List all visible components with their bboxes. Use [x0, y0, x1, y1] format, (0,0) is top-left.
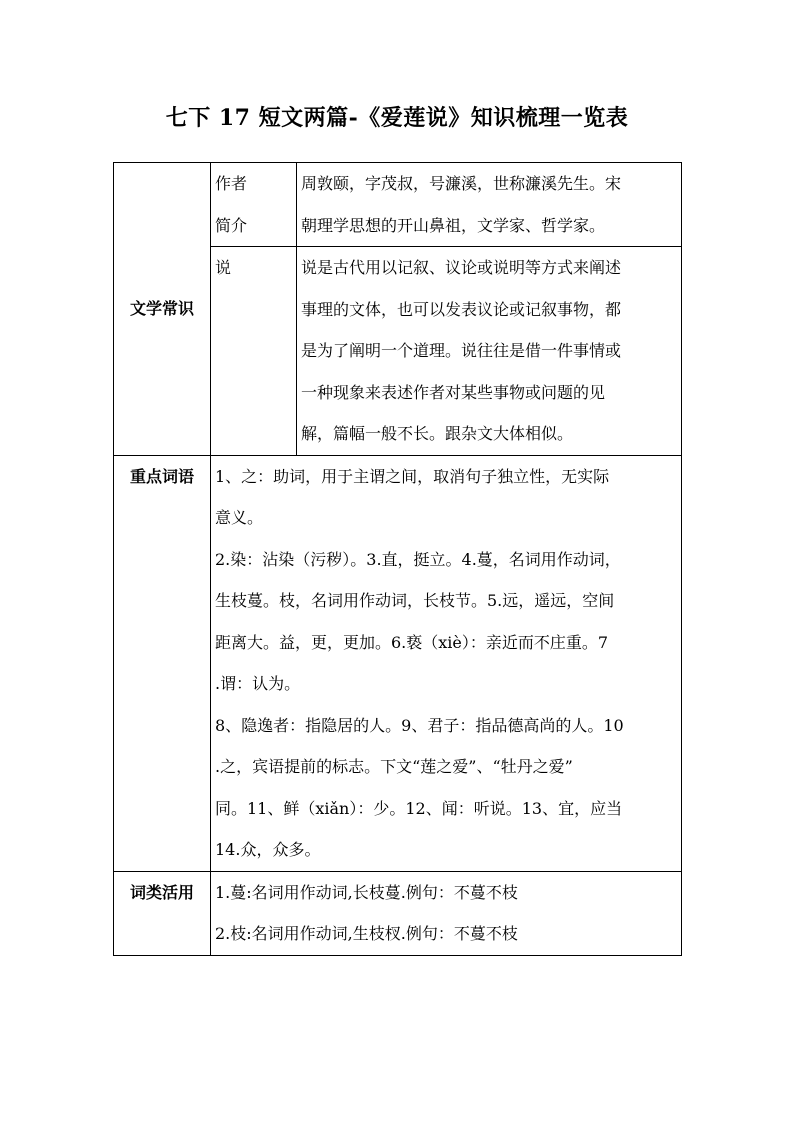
- word-class-line2: 2.枝:名词用作动词,生枝杈.例句：不蔓不枝: [215, 924, 518, 943]
- author-text-line2: 朝理学思想的开山鼻祖，文学家、哲学家。: [301, 215, 606, 235]
- word-class-text: [211, 871, 682, 955]
- shuo-text-line4: 一种现象来表述作者对某些事物或问题的见: [301, 382, 606, 402]
- key-words-line3: 2.染：沾染（污秽）。3.直，挺立。4.蔓，名词用作动词，: [215, 549, 621, 569]
- key-words-text: [211, 455, 682, 871]
- author-label: [211, 163, 297, 247]
- key-words-line5: 距离大。益，更，更加。6.亵（xiè）：亲近而不庄重。7: [215, 632, 609, 652]
- shuo-text-line5: 解，篇幅一般不长。跟杂文大体相似。: [301, 424, 574, 443]
- key-words-line2: 意义。: [215, 508, 264, 527]
- author-text-line1: 周敦颐，字茂叔，号濂溪，世称濂溪先生。宋: [301, 174, 622, 193]
- table-row-key-words: [114, 455, 682, 871]
- key-words-line4: 生枝蔓。枝，名词用作动词，长枝节。5.远，遥远，空间: [215, 591, 615, 610]
- table-row-author: [114, 163, 682, 247]
- key-words-line7: 8、隐逸者：指隐居的人。9、君子：指品德高尚的人。10: [215, 715, 624, 735]
- key-words-line9: 同。11、鲜（xiǎn）：少。12、闻：听说。13、宜，应当: [215, 798, 623, 818]
- shuo-text: [297, 247, 682, 456]
- shuo-text-line1: 说是古代用以记叙、议论或说明等方式来阐述: [301, 258, 622, 277]
- key-words-line8: .之，宾语提前的标志。下文“莲之爱”、“牡丹之爱”: [215, 757, 573, 776]
- author-label-line1: 作者: [215, 174, 248, 193]
- author-label-line2: 简介: [215, 215, 248, 235]
- knowledge-table: [113, 162, 682, 956]
- word-class-line1: 1.蔓:名词用作动词,长枝蔓.例句：不蔓不枝: [215, 882, 518, 902]
- shuo-label: 说: [211, 247, 297, 456]
- shuo-text-line3: 是为了阐明一个道理。说往往是借一件事情或: [301, 341, 622, 360]
- table-row-word-class: [114, 871, 682, 955]
- shuo-text-line2: 事理的文体，也可以发表议论或记叙事物，都: [301, 299, 622, 319]
- key-words-line6: .谓：认为。: [215, 674, 301, 693]
- key-words-line1: 1、之：助词，用于主谓之间，取消句子独立性，无实际: [215, 466, 610, 486]
- section-heading-key-words: 重点词语: [114, 455, 211, 871]
- author-text: [297, 163, 682, 247]
- section-heading-literature: 文学常识: [114, 163, 211, 456]
- section-heading-word-class: 词类活用: [114, 871, 211, 955]
- key-words-line10: 14.众，众多。: [215, 840, 321, 859]
- page-title: 七下 17 短文两篇-《爱莲说》知识梳理一览表: [165, 105, 629, 131]
